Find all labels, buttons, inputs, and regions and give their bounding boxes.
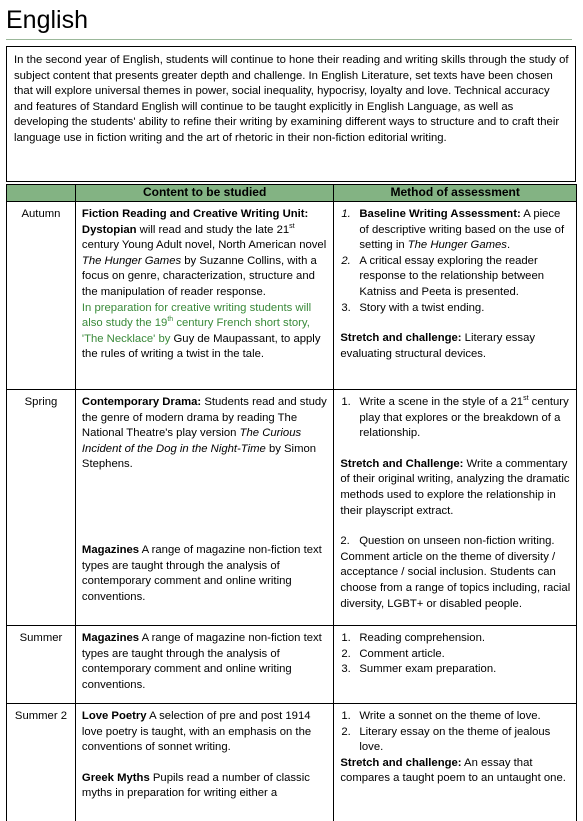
curriculum-table bbox=[6, 184, 577, 821]
assessment-list bbox=[340, 709, 572, 756]
assessment-cell bbox=[334, 626, 577, 704]
content-text: Contemporary Drama: Students read and study the genre of modern drama by reading The National Theatre's play version The Curious Incident of the Dog in the Night-Time by Simon Stephens. bbox=[81, 396, 327, 471]
assessment-list bbox=[340, 207, 572, 316]
list-item: 3. Summer exam preparation. bbox=[341, 663, 497, 676]
term-label: Summer bbox=[7, 626, 76, 704]
content-text: Greek Myths Pupils read a number of classic myths in preparation for writing either a bbox=[81, 771, 310, 800]
table-row-autumn bbox=[7, 202, 577, 390]
stretch-challenge: Stretch and challenge: An essay that compares a taught poem to an untaught one. bbox=[340, 756, 566, 785]
list-item: 1. Write a scene in the style of a 21st century play that explores or the breakdown of a relationship. bbox=[341, 395, 569, 440]
assessment-list bbox=[340, 395, 572, 442]
term-label: Spring bbox=[7, 390, 76, 626]
assessment-cell bbox=[334, 202, 577, 390]
content-text: Magazines A range of magazine non-fiction text types are taught through the analysis of contemporary comment and online writing conventions. bbox=[81, 543, 322, 603]
content-text: Love Poetry A selection of pre and post 1914 love poetry is taught, with an emphasis on the conventions of sonnet writing. bbox=[81, 710, 312, 754]
table-row-summer bbox=[7, 626, 577, 704]
header-term bbox=[7, 185, 76, 202]
title-divider bbox=[6, 39, 572, 40]
content-text: Magazines A range of magazine non-fiction text types are taught through the analysis of contemporary comment and online writing conventions. bbox=[81, 632, 322, 691]
content-text: In preparation for creative writing students will also study the 19th century French short story, 'The Necklace' by Guy de Maupassant, to apply the rules of writing a twist in the tale. bbox=[81, 301, 321, 361]
intro-paragraph: In the second year of English, students will continue to hone their reading and writing skills through the study of subject content that presents greater depth and challenge. In English Literature, set texts have been chosen that will explore universal themes in power, social inequality, hypocrisy, loyalty and love. Technical accuracy and features of Standard English will continue to be taught explicitly in English Language, as well as developing the students' ability to refine their writing by examining different ways to structure and to craft their language use in fiction writing and the art of rhetoric in their non-fiction editorial writing. bbox=[6, 46, 576, 182]
stretch-challenge: Stretch and Challenge: Write a commentary of their original writing, analyzing the dramatic methods used to explore the relationship in their playscript extract. bbox=[340, 457, 570, 517]
table-row-summer-2 bbox=[7, 704, 577, 821]
table-row-spring bbox=[7, 390, 577, 626]
list-item: 3. Story with a twist ending. bbox=[341, 301, 485, 314]
content-cell bbox=[75, 626, 333, 704]
list-item: 2. Literary essay on the theme of jealous love. bbox=[341, 725, 551, 754]
assessment-list bbox=[340, 631, 572, 678]
stretch-challenge: Stretch and challenge: Literary essay evaluating structural devices. bbox=[340, 332, 536, 360]
content-cell bbox=[75, 704, 333, 821]
list-item: 1. Write a sonnet on the theme of love. bbox=[341, 710, 541, 722]
header-content: Content to be studied bbox=[75, 185, 333, 202]
assessment-cell bbox=[334, 704, 577, 821]
list-item: 1. Baseline Writing Assessment: A piece of descriptive writing based on the use of setting in The Hunger Games. bbox=[341, 208, 565, 252]
content-text: Fiction Reading and Creative Writing Unit: Dystopian will read and study the late 21st century Young Adult novel, North American novel The Hunger Games by Suzanne Collins, with a focus on genre, characterization, structure and the manipulation of reader response. bbox=[81, 208, 327, 298]
header-assessment: Method of assessment bbox=[334, 185, 577, 202]
term-label: Autumn bbox=[7, 202, 76, 390]
list-item: 2. A critical essay exploring the reader response to the relationship between Katniss and Peeta is presented. bbox=[341, 254, 545, 298]
list-item: 1. Reading comprehension. bbox=[341, 632, 485, 644]
assessment-item: 2. Question on unseen non-fiction writing. Comment article on the theme of diversity / acceptance / social inclusion. Students can choose from a range of topics including, racial diversity, LGBT+ or disabled people. bbox=[340, 535, 571, 610]
list-item: 2. Comment article. bbox=[341, 647, 445, 660]
table-header-row bbox=[7, 185, 577, 202]
page-title: English bbox=[6, 6, 88, 34]
content-cell bbox=[75, 202, 333, 390]
content-cell bbox=[75, 390, 333, 626]
assessment-cell bbox=[334, 390, 577, 626]
term-label: Summer 2 bbox=[7, 704, 76, 821]
